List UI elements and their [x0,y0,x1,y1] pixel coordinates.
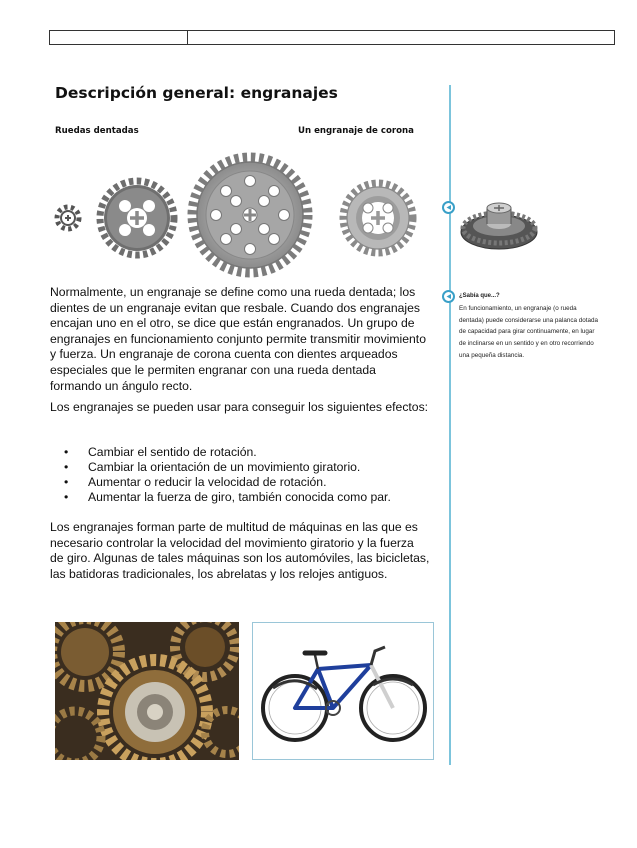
crown-gear-label: Un engranaje de corona [298,126,414,136]
gear-illustrations [50,150,422,280]
sidebar-divider [449,85,451,765]
large-gear-icon [192,157,308,273]
page-title: Descripción general: engranajes [55,84,338,102]
header-table [49,30,615,45]
intro-paragraph: Normalmente, un engranaje se define como una rueda dentada; los dientes de un engranaje evitan que resbale. Cuando dos engranajes encajan uno en el otro, se dice que están engranados. Un grupo de engranajes en funcionamiento conjunto permite transmitir movimiento y fuerza. Un engranaje de corona cuenta con dientes arqueados especiales que le permiten engranar con una rueda dentada formando un ángulo recto. [50,285,426,393]
list-item: • Cambiar la orientación de un movimiento giratorio. [64,460,391,475]
did-you-know-title: ¿Sabía que...? [459,293,500,299]
effects-list [64,445,391,505]
medium-gear-icon [100,181,174,255]
bicycle-photo [252,622,434,760]
header-cell-left [50,31,188,44]
small-gear-icon [57,207,79,229]
header-cell-right [188,31,614,44]
pointer-marker-icon [442,201,455,214]
list-item: • Aumentar o reducir la velocidad de rotación. [64,475,391,490]
machinery-gears-photo [55,622,239,760]
did-you-know-text: En funcionamiento, un engranaje (o rueda dentada) puede considerarse una palanca dotada de capacidad para girar continuamente, en lugar de inclinarse en un sentido y en otro recorriendo una pequeña distancia. [459,305,598,359]
spur-gears-label: Ruedas dentadas [55,126,139,136]
list-item: • Cambiar el sentido de rotación. [64,445,391,460]
effects-intro-paragraph: Los engranajes se pueden usar para conseguir los siguientes efectos: [50,400,429,414]
machines-paragraph: Los engranajes forman parte de multitud de máquinas en las que es necesario controlar la velocidad del movimiento giratorio y la fuerza de giro. Algunas de tales máquinas son los automóviles, las bicicletas, las batidoras tradicionales, los abrelatas y los relojes antiguos. [50,520,430,581]
pointer-marker-icon [442,290,455,303]
crown-gear-icon [458,188,540,256]
list-item: • Aumentar la fuerza de giro, también conocida como par. [64,490,391,505]
crown-gear-front-icon [343,183,413,253]
